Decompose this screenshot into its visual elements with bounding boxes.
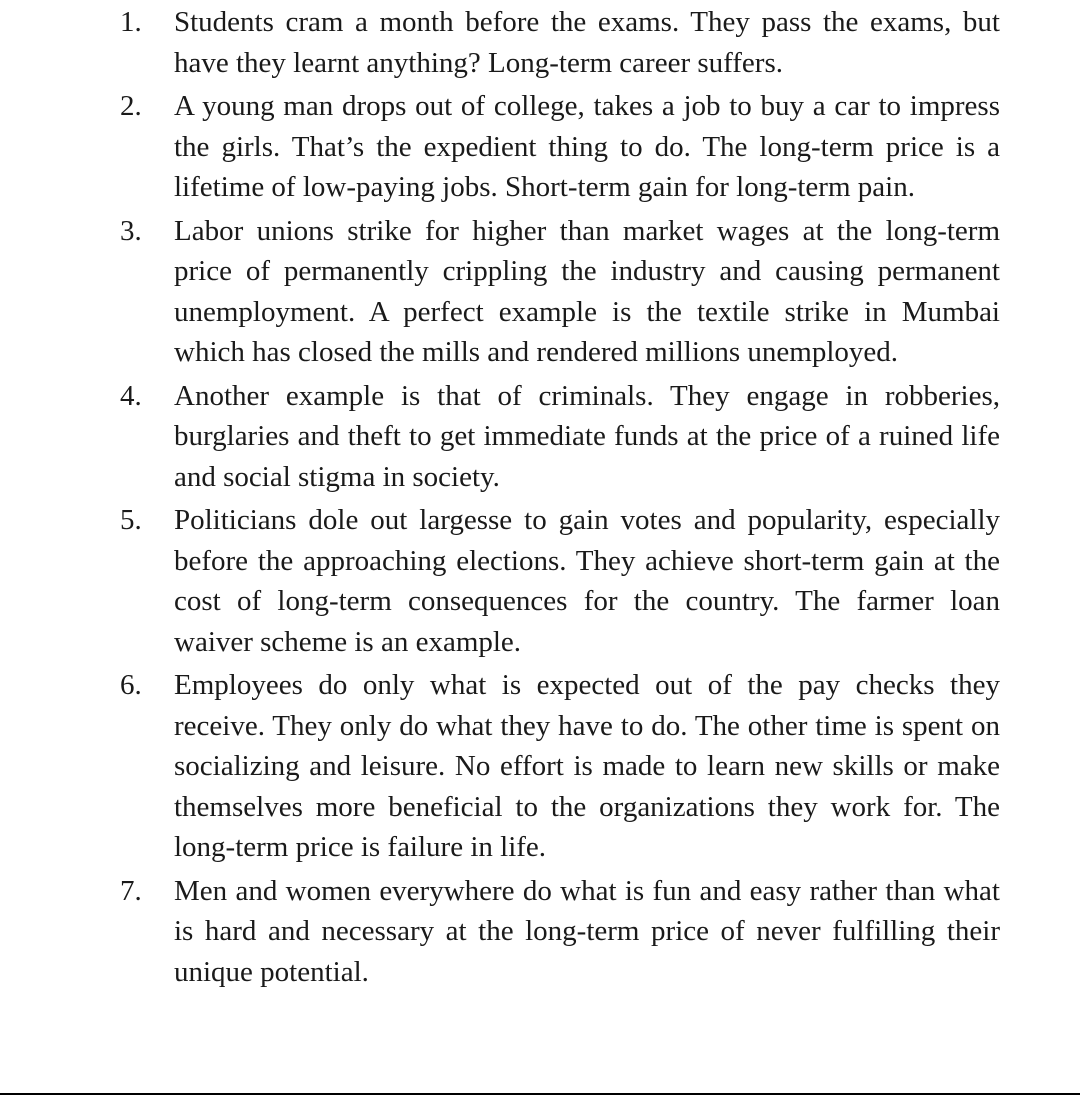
- numbered-list: [120, 2, 1000, 995]
- list-item: [120, 871, 1000, 993]
- item-text: Students cram a month before the exams. They pass the exams, but have they learnt anything? Long-term career suffers.: [174, 6, 1000, 79]
- item-text: Politicians dole out largesse to gain votes and popularity, especially before the approaching elections. They achieve short-term gain at the cost of long-term consequences for the country. The farmer loan waiver scheme is an example.: [174, 504, 1000, 658]
- list-item: [120, 211, 1000, 373]
- item-text: Men and women everywhere do what is fun and easy rather than what is hard and necessary at the long-term price of never fulfilling their unique potential.: [174, 874, 1000, 988]
- list-item: [120, 665, 1000, 868]
- list-item: [120, 376, 1000, 498]
- item-text: Another example is that of criminals. They engage in robberies, burglaries and theft to get immediate funds at the price of a ruined life and social stigma in society.: [174, 379, 1000, 493]
- item-number: 6.: [120, 669, 142, 701]
- list-item: [120, 500, 1000, 662]
- item-text: Labor unions strike for higher than market wages at the long-term price of permanently crippling the industry and causing permanent unemployment. A perfect example is the textile strike in Mumbai which has closed the mills and rendered millions unemployed.: [174, 214, 1000, 368]
- item-number: 5.: [120, 504, 142, 536]
- item-number: 3.: [120, 214, 142, 247]
- item-number: 2.: [120, 90, 142, 122]
- item-number: 7.: [120, 874, 142, 907]
- item-number: 4.: [120, 379, 142, 412]
- list-item: [120, 2, 1000, 83]
- bottom-divider: [0, 1093, 1080, 1095]
- item-number: 1.: [120, 6, 142, 38]
- list-item: [120, 86, 1000, 208]
- item-text: A young man drops out of college, takes a job to buy a car to impress the girls. That’s the expedient thing to do. The long-term price is a lifetime of low-paying jobs. Short-term gain for long-term pain.: [174, 90, 1000, 203]
- item-text: Employees do only what is expected out of the pay checks they receive. They only do what they have to do. The other time is spent on socializing and leisure. No effort is made to learn new skills or make themselves more beneficial to the organizations they work for. The long-term price is failure in life.: [174, 669, 1000, 863]
